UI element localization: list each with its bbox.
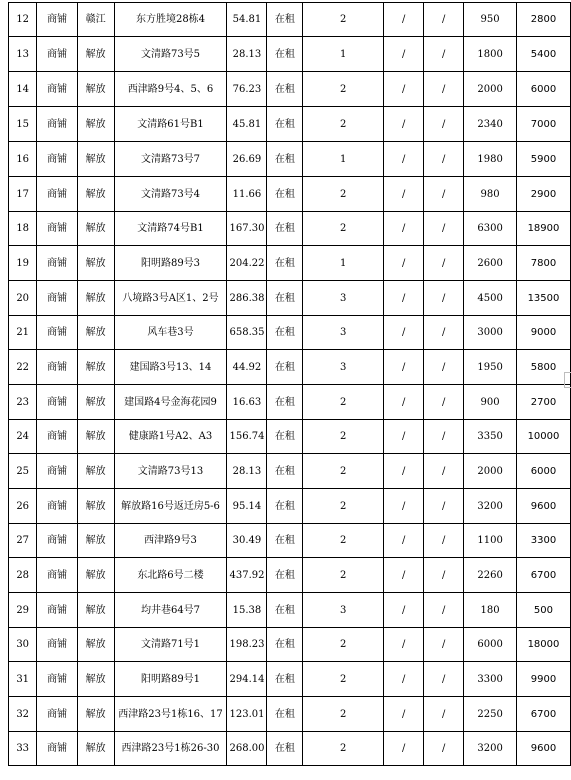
property-type-cell: 商铺 [37,177,77,212]
blank-cell: / [424,37,464,72]
count-cell: 3 [303,316,384,350]
area-cell: 28.13 [227,37,267,72]
table-row [9,212,571,246]
count-cell: 2 [303,212,384,246]
blank-cell: / [384,420,424,454]
count-cell: 2 [303,524,384,558]
row-number-cell: 23 [9,385,37,420]
district-cell: 解放 [77,72,114,107]
address-cell: 八境路3号A区1、2号 [114,281,227,316]
status-cell: 在租 [267,246,303,281]
blank-cell: / [384,281,424,316]
status-cell: 在租 [267,524,303,558]
property-type-cell: 商铺 [37,316,77,350]
area-cell: 198.23 [227,628,267,662]
rent-price-cell: 2700 [516,385,570,420]
row-number-cell: 16 [9,142,37,177]
status-cell: 在租 [267,558,303,593]
table-row [9,385,571,420]
count-cell: 2 [303,107,384,142]
count-cell: 2 [303,732,384,766]
rent-price-cell: 7000 [516,107,570,142]
count-cell: 2 [303,489,384,524]
table-row [9,281,571,316]
rent-price-cell: 9600 [516,489,570,524]
address-cell: 西津路23号1栋16、17 [114,697,227,732]
table-row [9,316,571,350]
address-cell: 风车巷3号 [114,316,227,350]
table-row [9,107,571,142]
blank-cell: / [384,316,424,350]
base-price-cell: 4500 [464,281,517,316]
blank-cell: / [424,662,464,697]
address-cell: 解放路16号返迁房5-6 [114,489,227,524]
count-cell: 2 [303,662,384,697]
rent-price-cell: 3300 [516,524,570,558]
property-type-cell: 商铺 [37,420,77,454]
district-cell: 解放 [77,350,114,385]
rent-price-cell: 5400 [516,37,570,72]
blank-cell: / [424,593,464,628]
table-row [9,593,571,628]
address-cell: 健康路1号A2、A3 [114,420,227,454]
area-cell: 156.74 [227,420,267,454]
blank-cell: / [424,558,464,593]
count-cell: 1 [303,246,384,281]
rent-price-cell: 9900 [516,662,570,697]
row-number-cell: 31 [9,662,37,697]
area-cell: 294.14 [227,662,267,697]
table-row [9,662,571,697]
status-cell: 在租 [267,593,303,628]
base-price-cell: 180 [464,593,517,628]
blank-cell: / [424,385,464,420]
district-cell: 解放 [77,177,114,212]
row-number-cell: 19 [9,246,37,281]
property-type-cell: 商铺 [37,142,77,177]
base-price-cell: 1950 [464,350,517,385]
blank-cell: / [384,212,424,246]
property-type-cell: 商铺 [37,454,77,489]
rent-price-cell: 6700 [516,558,570,593]
status-cell: 在租 [267,697,303,732]
district-cell: 解放 [77,385,114,420]
property-type-cell: 商铺 [37,662,77,697]
table-row [9,246,571,281]
status-cell: 在租 [267,662,303,697]
base-price-cell: 2340 [464,107,517,142]
property-type-cell: 商铺 [37,3,77,37]
district-cell: 赣江 [77,3,114,37]
blank-cell: / [424,454,464,489]
rent-price-cell: 500 [516,593,570,628]
address-cell: 西津路23号1栋26-30 [114,732,227,766]
address-cell: 东北路6号二楼 [114,558,227,593]
area-cell: 15.38 [227,593,267,628]
address-cell: 建国路3号13、14 [114,350,227,385]
base-price-cell: 3000 [464,316,517,350]
rent-price-cell: 9000 [516,316,570,350]
base-price-cell: 2000 [464,454,517,489]
row-number-cell: 22 [9,350,37,385]
table-body [9,3,571,766]
district-cell: 解放 [77,662,114,697]
property-type-cell: 商铺 [37,385,77,420]
count-cell: 1 [303,37,384,72]
listing-table [8,2,571,766]
status-cell: 在租 [267,3,303,37]
district-cell: 解放 [77,697,114,732]
base-price-cell: 2250 [464,697,517,732]
status-cell: 在租 [267,489,303,524]
district-cell: 解放 [77,316,114,350]
rent-price-cell: 18000 [516,628,570,662]
address-cell: 西津路9号3 [114,524,227,558]
blank-cell: / [384,524,424,558]
base-price-cell: 6300 [464,212,517,246]
blank-cell: / [384,489,424,524]
district-cell: 解放 [77,593,114,628]
base-price-cell: 3350 [464,420,517,454]
row-number-cell: 21 [9,316,37,350]
blank-cell: / [424,420,464,454]
blank-cell: / [384,697,424,732]
area-cell: 11.66 [227,177,267,212]
address-cell: 文清路73号13 [114,454,227,489]
area-cell: 26.69 [227,142,267,177]
table-row [9,454,571,489]
blank-cell: / [424,316,464,350]
property-type-cell: 商铺 [37,37,77,72]
row-number-cell: 12 [9,3,37,37]
count-cell: 3 [303,593,384,628]
table-row [9,628,571,662]
blank-cell: / [424,107,464,142]
base-price-cell: 1800 [464,37,517,72]
count-cell: 2 [303,72,384,107]
property-type-cell: 商铺 [37,524,77,558]
status-cell: 在租 [267,107,303,142]
rent-price-cell: 6700 [516,697,570,732]
area-cell: 45.81 [227,107,267,142]
area-cell: 437.92 [227,558,267,593]
blank-cell: / [424,350,464,385]
district-cell: 解放 [77,489,114,524]
blank-cell: / [424,281,464,316]
base-price-cell: 950 [464,3,517,37]
page-edge-mark [564,372,571,388]
district-cell: 解放 [77,246,114,281]
table-row [9,37,571,72]
district-cell: 解放 [77,37,114,72]
row-number-cell: 20 [9,281,37,316]
table-row [9,732,571,766]
blank-cell: / [384,454,424,489]
blank-cell: / [384,3,424,37]
district-cell: 解放 [77,524,114,558]
address-cell: 文清路74号B1 [114,212,227,246]
rent-price-cell: 7800 [516,246,570,281]
area-cell: 658.35 [227,316,267,350]
table-row [9,558,571,593]
district-cell: 解放 [77,281,114,316]
area-cell: 286.38 [227,281,267,316]
blank-cell: / [424,628,464,662]
property-type-cell: 商铺 [37,558,77,593]
base-price-cell: 2000 [464,72,517,107]
row-number-cell: 24 [9,420,37,454]
property-type-cell: 商铺 [37,212,77,246]
blank-cell: / [424,489,464,524]
property-type-cell: 商铺 [37,697,77,732]
blank-cell: / [384,628,424,662]
base-price-cell: 1100 [464,524,517,558]
status-cell: 在租 [267,72,303,107]
blank-cell: / [424,732,464,766]
row-number-cell: 28 [9,558,37,593]
blank-cell: / [384,142,424,177]
address-cell: 建国路4号金海花园9 [114,385,227,420]
count-cell: 2 [303,3,384,37]
rent-price-cell: 6000 [516,454,570,489]
status-cell: 在租 [267,212,303,246]
base-price-cell: 3300 [464,662,517,697]
blank-cell: / [384,37,424,72]
row-number-cell: 13 [9,37,37,72]
area-cell: 30.49 [227,524,267,558]
base-price-cell: 900 [464,385,517,420]
rent-price-cell: 9600 [516,732,570,766]
row-number-cell: 32 [9,697,37,732]
row-number-cell: 30 [9,628,37,662]
base-price-cell: 1980 [464,142,517,177]
count-cell: 2 [303,420,384,454]
area-cell: 44.92 [227,350,267,385]
count-cell: 2 [303,177,384,212]
row-number-cell: 25 [9,454,37,489]
status-cell: 在租 [267,454,303,489]
rent-price-cell: 2800 [516,3,570,37]
district-cell: 解放 [77,454,114,489]
district-cell: 解放 [77,212,114,246]
row-number-cell: 15 [9,107,37,142]
address-cell: 东方胜境28栋4 [114,3,227,37]
district-cell: 解放 [77,732,114,766]
row-number-cell: 29 [9,593,37,628]
address-cell: 文清路61号B1 [114,107,227,142]
property-type-cell: 商铺 [37,732,77,766]
blank-cell: / [424,212,464,246]
rent-price-cell: 18900 [516,212,570,246]
blank-cell: / [424,142,464,177]
rent-price-cell: 5900 [516,142,570,177]
table-row [9,489,571,524]
area-cell: 204.22 [227,246,267,281]
count-cell: 2 [303,385,384,420]
address-cell: 文清路73号4 [114,177,227,212]
property-type-cell: 商铺 [37,281,77,316]
blank-cell: / [384,662,424,697]
area-cell: 268.00 [227,732,267,766]
status-cell: 在租 [267,732,303,766]
district-cell: 解放 [77,558,114,593]
base-price-cell: 2260 [464,558,517,593]
blank-cell: / [424,524,464,558]
address-cell: 西津路9号4、5、6 [114,72,227,107]
status-cell: 在租 [267,316,303,350]
row-number-cell: 14 [9,72,37,107]
status-cell: 在租 [267,177,303,212]
address-cell: 阳明路89号1 [114,662,227,697]
row-number-cell: 18 [9,212,37,246]
area-cell: 28.13 [227,454,267,489]
row-number-cell: 26 [9,489,37,524]
count-cell: 1 [303,142,384,177]
blank-cell: / [424,177,464,212]
count-cell: 2 [303,628,384,662]
blank-cell: / [384,558,424,593]
status-cell: 在租 [267,628,303,662]
property-type-cell: 商铺 [37,593,77,628]
count-cell: 2 [303,558,384,593]
blank-cell: / [384,732,424,766]
property-type-cell: 商铺 [37,246,77,281]
blank-cell: / [384,593,424,628]
count-cell: 2 [303,697,384,732]
status-cell: 在租 [267,142,303,177]
property-type-cell: 商铺 [37,350,77,385]
table-row [9,72,571,107]
district-cell: 解放 [77,628,114,662]
status-cell: 在租 [267,281,303,316]
base-price-cell: 3200 [464,489,517,524]
blank-cell: / [384,385,424,420]
blank-cell: / [384,350,424,385]
area-cell: 76.23 [227,72,267,107]
base-price-cell: 2600 [464,246,517,281]
row-number-cell: 33 [9,732,37,766]
table-row [9,142,571,177]
rent-price-cell: 5800 [516,350,570,385]
table-row [9,697,571,732]
table-row [9,420,571,454]
table-row [9,3,571,37]
address-cell: 文清路73号7 [114,142,227,177]
rent-price-cell: 2900 [516,177,570,212]
address-cell: 均井巷64号7 [114,593,227,628]
rent-price-cell: 13500 [516,281,570,316]
base-price-cell: 980 [464,177,517,212]
row-number-cell: 27 [9,524,37,558]
table-row [9,177,571,212]
area-cell: 123.01 [227,697,267,732]
blank-cell: / [424,3,464,37]
address-cell: 文清路71号1 [114,628,227,662]
blank-cell: / [424,246,464,281]
property-type-cell: 商铺 [37,628,77,662]
address-cell: 阳明路89号3 [114,246,227,281]
count-cell: 3 [303,350,384,385]
count-cell: 2 [303,454,384,489]
address-cell: 文清路73号5 [114,37,227,72]
blank-cell: / [384,177,424,212]
blank-cell: / [384,107,424,142]
status-cell: 在租 [267,420,303,454]
status-cell: 在租 [267,350,303,385]
status-cell: 在租 [267,37,303,72]
district-cell: 解放 [77,107,114,142]
property-type-cell: 商铺 [37,107,77,142]
rent-price-cell: 10000 [516,420,570,454]
count-cell: 3 [303,281,384,316]
blank-cell: / [384,246,424,281]
blank-cell: / [424,72,464,107]
property-type-cell: 商铺 [37,489,77,524]
base-price-cell: 3200 [464,732,517,766]
row-number-cell: 17 [9,177,37,212]
table-row [9,350,571,385]
area-cell: 167.30 [227,212,267,246]
area-cell: 54.81 [227,3,267,37]
status-cell: 在租 [267,385,303,420]
area-cell: 16.63 [227,385,267,420]
district-cell: 解放 [77,142,114,177]
property-type-cell: 商铺 [37,72,77,107]
blank-cell: / [424,697,464,732]
area-cell: 95.14 [227,489,267,524]
table-row [9,524,571,558]
district-cell: 解放 [77,420,114,454]
base-price-cell: 6000 [464,628,517,662]
blank-cell: / [384,72,424,107]
rent-price-cell: 6000 [516,72,570,107]
